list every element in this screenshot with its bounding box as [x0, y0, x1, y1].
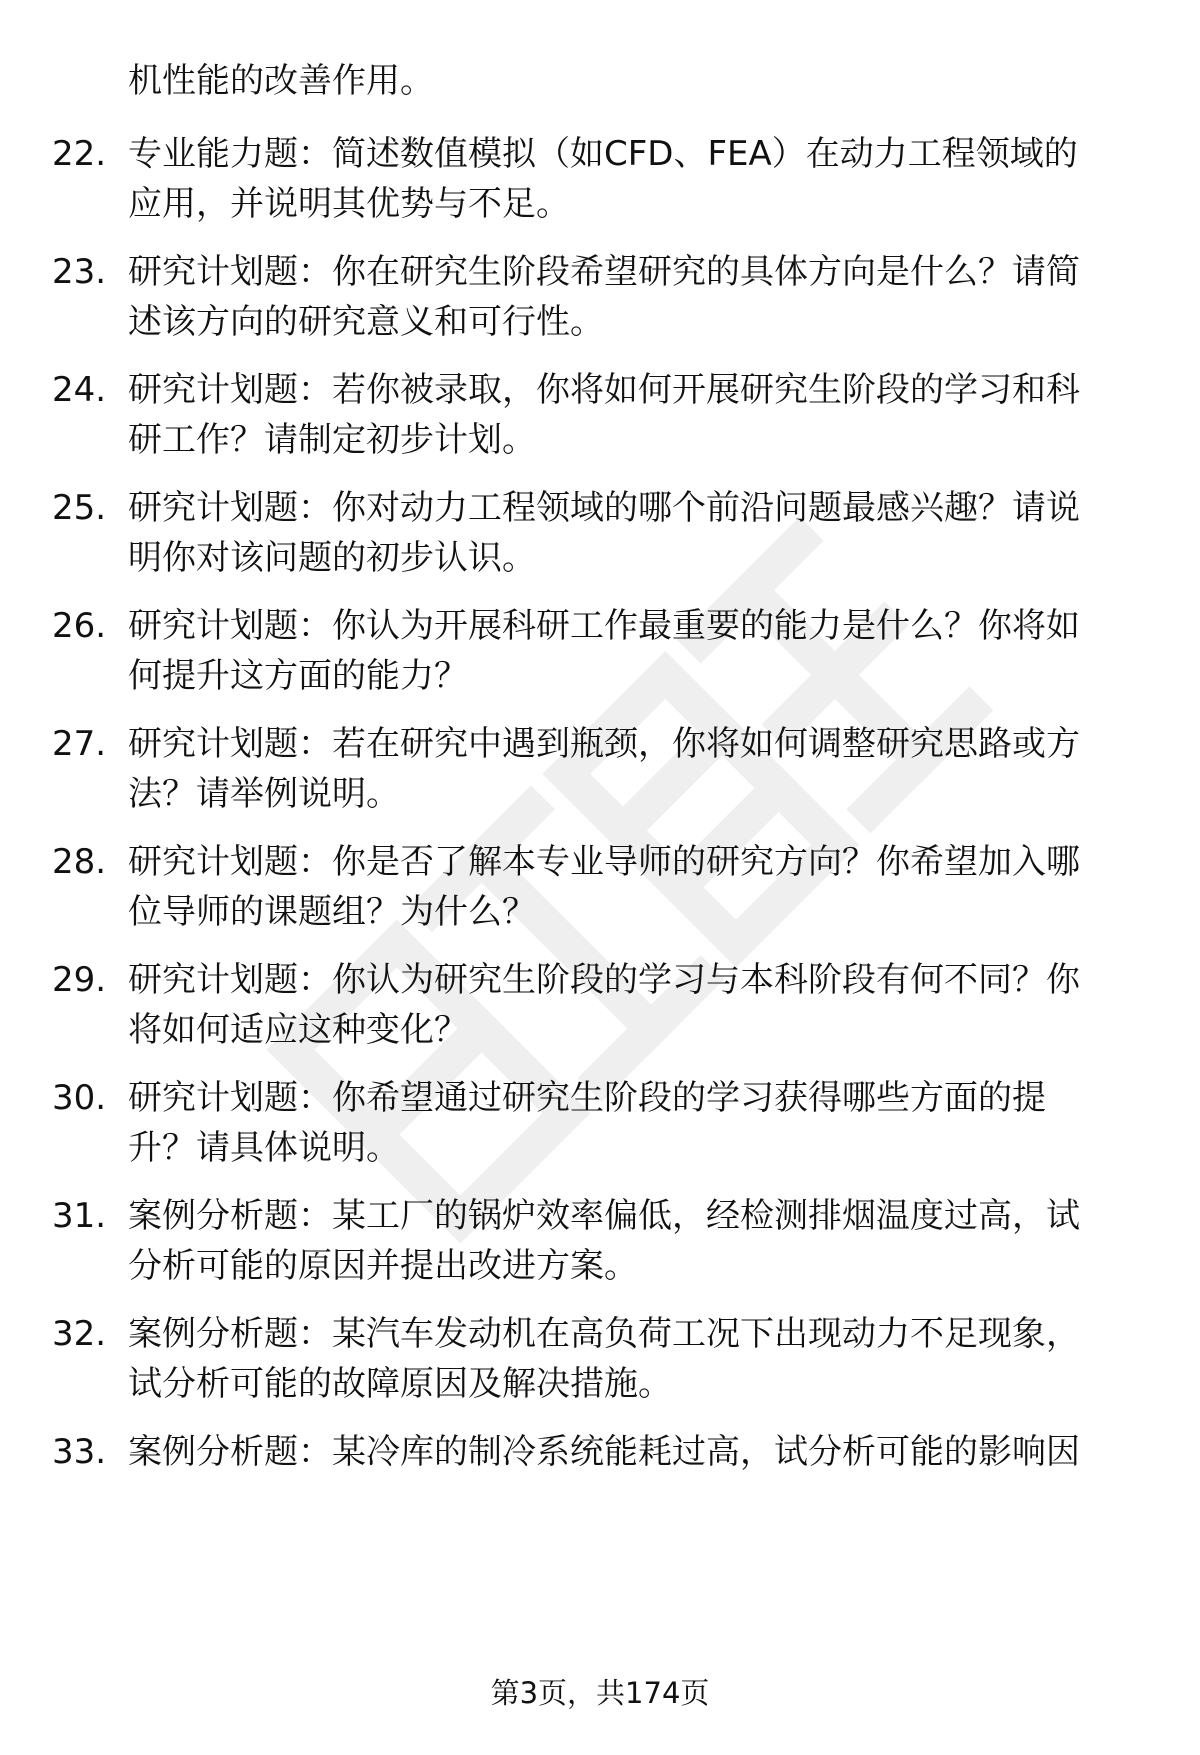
item-text-line: 专业能力题：简述数值模拟（如CFD、FEA）在动力工程领域的: [128, 134, 1078, 174]
item-text: [128, 601, 1138, 701]
item-text: [128, 719, 1138, 819]
item-text: [128, 247, 1138, 347]
item-text-line: 研究计划题：你认为开展科研工作最重要的能力是什么？你将如: [128, 606, 1080, 646]
item-number: 27.: [52, 724, 107, 764]
item-text: [128, 1309, 1138, 1409]
item-text: [128, 129, 1138, 229]
item-text-line: 分析可能的原因并提出改进方案。: [128, 1246, 638, 1286]
item-text-line: 述该方向的研究意义和可行性。: [128, 302, 604, 342]
item-text-line: 研工作？请制定初步计划。: [128, 420, 536, 460]
item-text: [128, 1427, 1138, 1477]
item-number: 25.: [52, 488, 107, 528]
item-text: [128, 837, 1138, 937]
item-text-line: 研究计划题：你是否了解本专业导师的研究方向？你希望加入哪: [128, 842, 1080, 882]
item-text-line: 将如何适应这种变化？: [128, 1010, 468, 1050]
item-number: 30.: [52, 1078, 107, 1118]
item-text-line: 位导师的课题组？为什么？: [128, 892, 536, 932]
item-number: 33.: [52, 1432, 107, 1472]
item-text-line: 案例分析题：某冷库的制冷系统能耗过高，试分析可能的影响因: [128, 1432, 1080, 1472]
item-number: 32.: [52, 1314, 107, 1354]
item-text: [128, 1073, 1138, 1173]
item-text-line: 明你对该问题的初步认识。: [128, 538, 536, 578]
item-number: 31.: [52, 1196, 107, 1236]
continuation-text: 机性能的改善作用。: [128, 61, 434, 101]
item-text-line: 案例分析题：某工厂的锅炉效率偏低，经检测排烟温度过高，试: [128, 1196, 1080, 1236]
item-text-line: 升？请具体说明。: [128, 1128, 400, 1168]
item-text-line: 研究计划题：你在研究生阶段希望研究的具体方向是什么？请简: [128, 252, 1080, 292]
item-text-line: 试分析可能的故障原因及解决措施。: [128, 1364, 672, 1404]
item-text-line: 案例分析题：某汽车发动机在高负荷工况下出现动力不足现象，: [128, 1314, 1080, 1354]
item-text-line: 何提升这方面的能力？: [128, 656, 468, 696]
item-number: 23.: [52, 252, 107, 292]
item-text-line: 研究计划题：你对动力工程领域的哪个前沿问题最感兴趣？请说: [128, 488, 1080, 528]
item-number: 29.: [52, 960, 107, 1000]
item-text-line: 研究计划题：若你被录取，你将如何开展研究生阶段的学习和科: [128, 370, 1080, 410]
page-footer: 第3页，共174页: [490, 1676, 710, 1710]
item-text-line: 研究计划题：你认为研究生阶段的学习与本科阶段有何不同？你: [128, 960, 1080, 1000]
item-number: 28.: [52, 842, 107, 882]
item-text-line: 法？请举例说明。: [128, 774, 400, 814]
item-number: 22.: [52, 134, 107, 174]
item-number: 24.: [52, 370, 107, 410]
item-text: [128, 365, 1138, 465]
item-number: 26.: [52, 606, 107, 646]
item-text-line: 研究计划题：你希望通过研究生阶段的学习获得哪些方面的提: [128, 1078, 1046, 1118]
item-text-line: 研究计划题：若在研究中遇到瓶颈，你将如何调整研究思路或方: [128, 724, 1080, 764]
item-text: [128, 483, 1138, 583]
item-text: [128, 1191, 1138, 1291]
item-text-line: 应用，并说明其优势与不足。: [128, 184, 570, 224]
item-text: [128, 955, 1138, 1055]
